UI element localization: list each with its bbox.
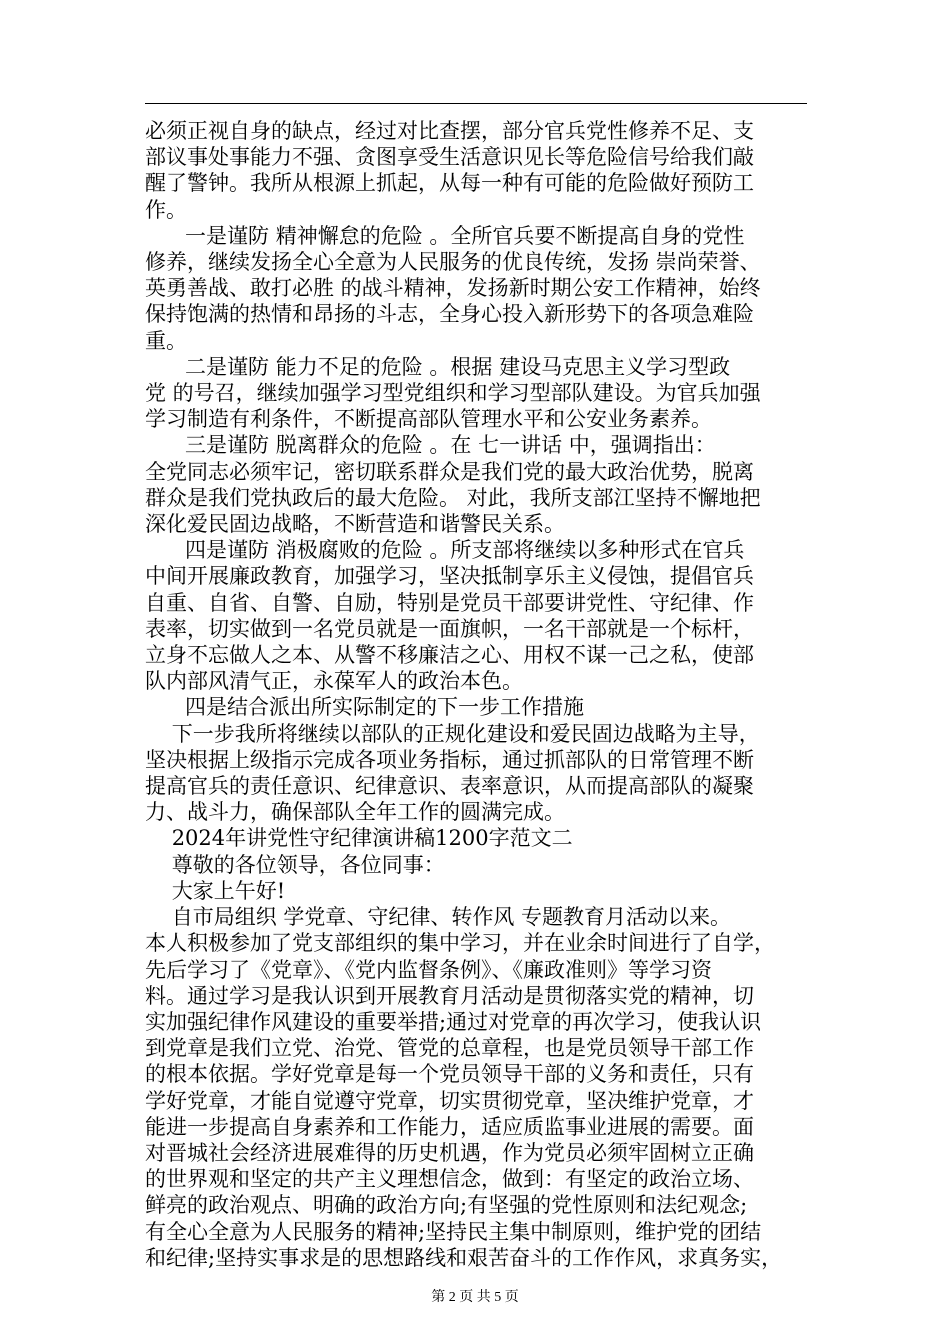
text-line: 保持饱满的热情和昂扬的斗志，全身心投入新形势下的各项急难险 — [145, 302, 754, 327]
text-line: 表率，切实做到一名党员就是一面旗帜，一名干部就是一个标杆， — [145, 616, 754, 641]
text-line: 本人积极参加了党支部组织的集中学习，并在业余时间进行了自学， — [145, 931, 775, 956]
text-line: 有全心全意为人民服务的精神;坚持民主集中制原则，维护党的团结 — [145, 1219, 762, 1244]
text-line: 群众是我们党执政后的最大危险。 对此，我所支部江坚持不懈地把 — [145, 485, 761, 510]
document-body — [145, 118, 825, 1271]
text-line: 中间开展廉政教育，加强学习，坚决抵制享乐主义侵蚀，提倡官兵 — [145, 564, 754, 589]
text-line: 二是谨防 能力不足的危险 。根据 建设马克思主义学习型政 — [145, 354, 731, 379]
text-line: 下一步我所将继续以部队的正规化建设和爱民固边战略为主导， — [145, 721, 760, 746]
text-line: 修养，继续发扬全心全意为人民服务的优良传统，发扬 崇尚荣誉、 — [145, 250, 761, 275]
text-line: 队内部风清气正，永葆军人的政治本色。 — [145, 669, 523, 694]
header-rule — [145, 103, 807, 104]
text-line: 坚决根据上级指示完成各项业务指标，通过抓部队的日常管理不断 — [145, 747, 754, 772]
text-line: 三是谨防 脱离群众的危险 。在 七一讲话 中，强调指出： — [145, 433, 716, 458]
text-line: 学习制造有利条件，不断提高部队管理水平和公安业务素养。 — [145, 407, 712, 432]
text-line: 必须正视自身的缺点，经过对比查摆，部分官兵党性修养不足、支 — [145, 119, 754, 143]
text-line: 大家上午好! — [145, 878, 286, 903]
text-line: 一是谨防 精神懈怠的危险 。全所官兵要不断提高自身的党性 — [145, 223, 745, 248]
text-line: 先后学习了《党章》、《党内监督条例》、《廉政准则》等学习资 — [145, 957, 712, 982]
text-line: 尊敬的各位领导，各位同事： — [145, 852, 445, 877]
text-line: 对晋城社会经济进展难得的历史机遇，作为党员必须牢固树立正确 — [145, 1140, 754, 1165]
text-line: 和纪律;坚持实事求是的思想路线和艰苦奋斗的工作作风，求真务实， — [145, 1245, 783, 1270]
text-line: 的根本依据。学好党章是每一个党员领导干部的义务和责任，只有 — [145, 1062, 754, 1087]
text-line: 英勇善战、敢打必胜 的战斗精神，发扬新时期公安工作精神，始终 — [145, 276, 761, 301]
text-line: 全党同志必须牢记，密切联系群众是我们党的最大政治优势，脱离 — [145, 459, 754, 484]
text-line: 四是谨防 消极腐败的危险 。所支部将继续以多种形式在官兵 — [145, 538, 745, 563]
text-line: 自重、自省、自警、自励，特别是党员干部要讲党性、守纪律、作 — [145, 590, 754, 615]
text-line: 实加强纪律作风建设的重要举措;通过对党章的再次学习，使我认识 — [145, 1009, 762, 1034]
text-line: 立身不忘做人之本、从警不移廉洁之心、用权不谋一己之私，使部 — [145, 643, 754, 668]
text-line: 料。通过学习是我认识到开展教育月活动是贯彻落实党的精神，切 — [145, 983, 754, 1008]
text-line: 醒了警钟。我所从根源上抓起，从每一种有可能的危险做好预防工 — [145, 171, 754, 196]
text-line: 重。 — [145, 328, 187, 353]
text-line: 2024年讲党性守纪律演讲稿1200字范文二 — [145, 826, 573, 851]
text-line: 学好党章，才能自觉遵守党章，切实贯彻党章，坚决维护党章，才 — [145, 1088, 754, 1113]
text-line: 鲜亮的政治观点、明确的政治方向;有坚强的党性原则和法纪观念; — [145, 1193, 748, 1218]
text-line: 深化爱民固边战略，不断营造和谐警民关系。 — [145, 512, 565, 537]
text-line: 四是结合派出所实际制定的下一步工作措施 — [145, 695, 585, 720]
text-line: 到党章是我们立党、治党、管党的总章程，也是党员领导干部工作 — [145, 1036, 754, 1061]
text-line: 自市局组织 学党章、守纪律、转作风 专题教育月活动以来。 — [145, 905, 732, 930]
text-line: 提高官兵的责任意识、纪律意识、表率意识，从而提高部队的凝聚 — [145, 774, 754, 799]
text-line: 力、战斗力，确保部队全年工作的圆满完成。 — [145, 800, 565, 825]
text-line: 作。 — [145, 197, 187, 222]
page-footer: 第 2 页 共 5 页 — [431, 1290, 519, 1305]
text-line: 部议事处事能力不强、贪图享受生活意识见长等危险信号给我们敲 — [145, 145, 754, 170]
text-line: 党 的号召，继续加强学习型党组织和学习型部队建设。为官兵加强 — [145, 381, 761, 406]
text-line: 的世界观和坚定的共产主义理想信念，做到：有坚定的政治立场、 — [145, 1167, 754, 1192]
text-line: 能进一步提高自身素养和工作能力，适应质监事业进展的需要。面 — [145, 1114, 754, 1139]
